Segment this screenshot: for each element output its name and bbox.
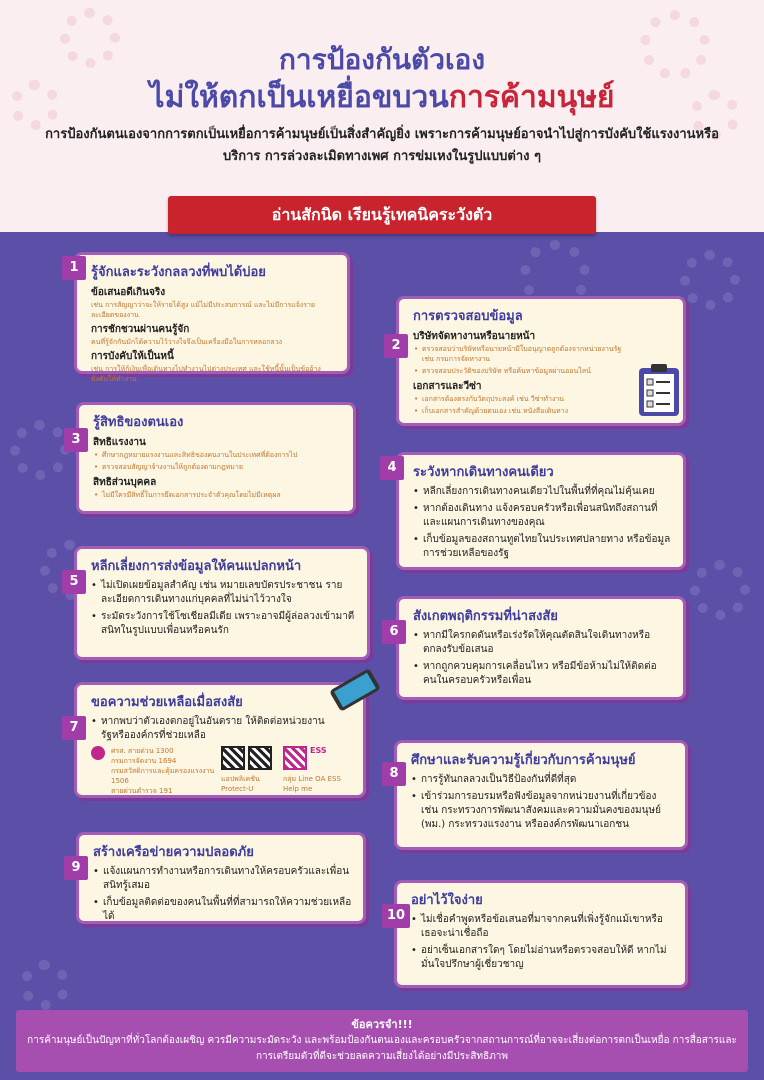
- card-subtitle: สิทธิส่วนบุคคล: [93, 477, 157, 488]
- card-bullet: • ไม่เปิดเผยข้อมูลสำคัญ เช่น หมายเลขบัตรประชาชน รายละเอียดการเดินทางแก่บุคคลที่ไม่น่าไว้วางใจ: [91, 579, 357, 607]
- card-bullet: • ไม่เชื่อคำพูดหรือข้อเสนอที่มาจากคนที่เพิ่งรู้จักแม้เขาหรือเธอจะน่าเชื่อถือ: [411, 913, 675, 941]
- card-bullet: • เก็บข้อมูลติดต่อของคนในพื้นที่ที่สามารถให้ความช่วยเหลือได้: [93, 896, 353, 924]
- hotline-item: สายด่วนตำรวจ 191: [111, 787, 173, 795]
- ess-logo: ESS: [310, 746, 327, 755]
- card-number: 9: [64, 856, 88, 880]
- card-10: [394, 880, 688, 988]
- card-detail: เช่น การให้กู้เงินเพื่อเดินทางไปทำงานไปต่างประเทศ และใช้หนี้นั้นเป็นข้ออ้างบังคับให้ทำงาน: [91, 365, 321, 383]
- card-bullet: • ศึกษากฎหมายแรงงานและสิทธิของคนงานในประเทศที่ต้องการไป: [93, 450, 343, 460]
- footer-title: ข้อควรจำ!!!: [351, 1018, 413, 1031]
- hotline-list: [111, 746, 221, 796]
- smartphone-icon: [326, 668, 384, 712]
- card-bullet: • เก็บเอกสารสำคัญด้วยตนเอง เช่น หนังสือเดินทาง: [413, 406, 673, 416]
- card-1: [74, 252, 350, 383]
- page-title-line2: [0, 74, 764, 121]
- card-subtitle: การบังคับให้เป็นหนี้: [91, 351, 174, 362]
- card-bullet: • ตรวจสอบประวัติของบริษัท หรือค้นหาข้อมูลผ่านออนไลน์: [413, 366, 633, 376]
- card-title: ระวังหากเดินทางคนเดียว: [413, 465, 554, 480]
- card-bullet: • หากถูกควบคุมการเคลื่อนไหว หรือมีข้อห้ามไม่ให้ติดต่อคนในครอบครัวหรือเพื่อน: [413, 660, 673, 688]
- app-qr-block: [221, 746, 283, 796]
- card-subtitle: ข้อเสนอดีเกินจริง: [91, 287, 166, 298]
- line-label: กลุ่ม Line OA ESS Help me: [283, 775, 341, 793]
- gear-decoration: [10, 420, 70, 480]
- card-title: อย่าไว้ใจง่าย: [411, 893, 483, 908]
- card-title: ขอความช่วยเหลือเมื่อสงสัย: [91, 695, 243, 710]
- gear-decoration: [20, 960, 70, 1010]
- card-subtitle: บริษัทจัดหางานหรือนายหน้า: [413, 331, 536, 342]
- card-bullet: • เอกสารต้องตรงกับวัตถุประสงค์ เช่น วีซ่าทำงาน: [413, 394, 673, 404]
- card-detail: คนที่รู้จักกันมักได้ความไว้วางใจจึงเป็นเครื่องมือในการหลอกลวง: [91, 338, 283, 346]
- card-number: 6: [382, 620, 406, 644]
- card-subtitle: เอกสารและวีซ่า: [413, 381, 482, 392]
- app-label: แอปพลิเคชัน Protect-U: [221, 775, 260, 793]
- card-bullet: • หลีกเลี่ยงการเดินทางคนเดียวไปในพื้นที่ที่คุณไม่คุ้นเคย: [413, 485, 673, 499]
- qr-code-icon: [248, 746, 272, 770]
- card-3: [76, 402, 356, 514]
- card-bullet: • เก็บข้อมูลของสถานทูตไทยในประเทศปลายทาง หรือข้อมูลการช่วยเหลือของรัฐ: [413, 533, 673, 561]
- card-title: สังเกตพฤติกรรมที่น่าสงสัย: [413, 609, 558, 624]
- card-title: สร้างเครือข่ายความปลอดภัย: [93, 845, 254, 860]
- qr-code-icon: [221, 746, 245, 770]
- card-number: 8: [382, 762, 406, 786]
- card-number: 4: [380, 456, 404, 480]
- card-bullet: • ตรวจสอบว่าบริษัทหรือนายหน้ามีใบอนุญาตถูกต้องจากหน่วยงานรัฐ เช่น กรมการจัดหางาน: [413, 344, 633, 364]
- card-5: [74, 546, 370, 660]
- card-title: ศึกษาและรับความรู้เกี่ยวกับการค้ามนุษย์: [411, 753, 636, 768]
- card-detail: เช่น การสัญญาว่าจะให้รายได้สูง แม้ไม่มีประสบการณ์ และไม่มีการแจ้งรายละเอียดของงาน: [91, 301, 316, 319]
- card-9: [76, 832, 366, 924]
- card-bullet: • ตรวจสอบสัญญาจ้างงานให้ถูกต้องตามกฎหมาย: [93, 462, 343, 472]
- card-7: [74, 682, 366, 798]
- card-8: [394, 740, 688, 850]
- title-part-a: ไม่ให้ตกเป็นเหยื่อขบวน: [149, 80, 449, 115]
- hotline-item: กรมการจัดงาน 1694: [111, 757, 177, 765]
- card-number: 3: [64, 428, 88, 452]
- title-part-b: การค้ามนุษย์: [448, 80, 615, 115]
- intro-text: การป้องกันตนเองจากการตกเป็นเหยื่อการค้ามนุษย์เป็นสิ่งสำคัญยิ่ง เพราะการค้ามนุษย์อาจนำไปสู่การบังคับใช้แรงงานหรือบริการ การล่วงละเมิดทางเพศ การข่มเหงในรูปแบบต่าง ๆ: [45, 127, 719, 164]
- hotline-item: ศรส. สายด่วน 1300: [111, 747, 174, 755]
- card-bullet: • หากมีใครกดดันหรือเร่งรัดให้คุณตัดสินใจเดินทางหรือตกลงรับข้อเสนอ: [413, 629, 673, 657]
- logo-icon: [91, 746, 105, 760]
- card-bullet: • ไม่มีใครมีสิทธิ์ในการยึดเอกสารประจำตัวคุณโดยไม่มีเหตุผล: [93, 490, 343, 500]
- card-title: การตรวจสอบข้อมูล: [413, 309, 523, 324]
- card-4: [396, 452, 686, 570]
- card-number: 7: [62, 716, 86, 740]
- qr-code-icon: [283, 746, 307, 770]
- page-title-line1: การป้องกันตัวเอง: [278, 43, 486, 76]
- clipboard-icon: [636, 362, 682, 418]
- gear-decoration: [680, 250, 740, 310]
- card-title: รู้จักและระวังกลลวงที่พบได้บ่อย: [91, 265, 266, 280]
- card-number: 1: [62, 256, 86, 280]
- card-number: 2: [384, 334, 408, 358]
- contact-row: [91, 746, 353, 796]
- gear-decoration: [690, 560, 750, 620]
- card-bullet: • หากต้องเดินทาง แจ้งครอบครัวหรือเพื่อนสนิทถึงสถานที่และแผนการเดินทางของคุณ: [413, 502, 673, 530]
- card-title: หลีกเลี่ยงการส่งข้อมูลให้คนแปลกหน้า: [91, 559, 302, 574]
- card-6: [396, 596, 686, 700]
- card-bullet: • เข้าร่วมการอบรมหรือฟังข้อมูลจากหน่วยงานที่เกี่ยวข้อง เช่น กระทรวงการพัฒนาสังคมและความมั่นคงของมนุษย์ (พม.) กระทรวงแรงงาน หรือองค์กรพัฒนาเอกชน: [411, 790, 675, 832]
- card-bullet: • ระมัดระวังการใช้โซเชียลมีเดีย เพราะอาจมีผู้ล่อลวงเข้ามาตีสนิทในรูปแบบเพื่อนหรือคนรัก: [91, 610, 357, 638]
- card-title: รู้สิทธิของตนเอง: [93, 415, 184, 430]
- card-number: 10: [382, 904, 410, 928]
- card-bullet: • อย่าเซ็นเอกสารใดๆ โดยไม่อ่านหรือตรวจสอบให้ดี หากไม่มั่นใจปรึกษาผู้เชี่ยวชาญ: [411, 944, 675, 972]
- card-bullet: • หากพบว่าตัวเองตกอยู่ในอันตราย ให้ติดต่อหน่วยงานรัฐหรือองค์กรที่ช่วยเหลือ: [91, 715, 331, 743]
- hotline-item: กรมสวัสดิการและคุ้มครองแรงงาน 1506: [111, 767, 215, 785]
- card-bullet: • การรู้ทันกลลวงเป็นวิธีป้องกันที่ดีที่สุด: [411, 773, 675, 787]
- card-subtitle: สิทธิแรงงาน: [93, 437, 146, 448]
- card-subtitle: การชักชวนผ่านคนรู้จัก: [91, 324, 190, 335]
- card-bullet: • แจ้งแผนการทำงานหรือการเดินทางให้ครอบครัวและเพื่อนสนิทรู้เสมอ: [93, 865, 353, 893]
- section-banner: อ่านสักนิด เรียนรู้เทคนิคระวังตัว: [168, 196, 596, 234]
- footer-body: การค้ามนุษย์เป็นปัญหาที่ทั่วโลกต้องเผชิญ ควรมีความระมัดระวัง และพร้อมป้องกันตนเองและครอบครัวจากสถานการณ์ที่อาจจะเสี่ยงต่อการตกเป็นเหยื่อ การสื่อสารและการเตรียมตัวที่ดีจะช่วยลดความเสี่ยงได้อย่างมีประสิทธิภาพ: [27, 1035, 737, 1062]
- card-number: 5: [62, 570, 86, 594]
- line-qr-block: [283, 746, 345, 796]
- footer-note: [16, 1010, 748, 1072]
